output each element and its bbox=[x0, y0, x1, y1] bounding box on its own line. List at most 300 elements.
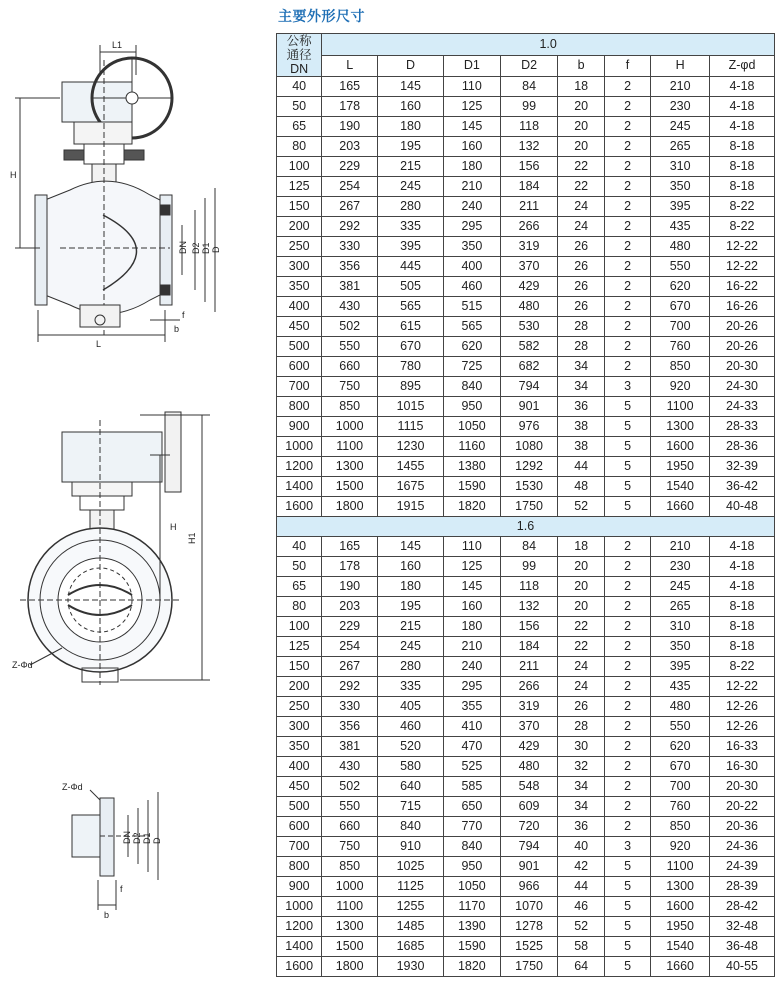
pressure-label: 1.0 bbox=[322, 34, 775, 56]
value-cell: 190 bbox=[322, 117, 378, 137]
value-cell: 335 bbox=[378, 677, 444, 697]
dn-cell: 100 bbox=[277, 157, 322, 177]
value-cell: 2 bbox=[604, 677, 650, 697]
value-cell: 195 bbox=[378, 597, 444, 617]
label-d: D bbox=[211, 246, 221, 253]
value-cell: 20 bbox=[558, 137, 604, 157]
value-cell: 310 bbox=[651, 157, 710, 177]
table-row bbox=[277, 837, 775, 857]
value-cell: 20 bbox=[558, 597, 604, 617]
value-cell: 184 bbox=[500, 637, 558, 657]
value-cell: 620 bbox=[651, 737, 710, 757]
value-cell: 530 bbox=[500, 317, 558, 337]
value-cell: 254 bbox=[322, 637, 378, 657]
value-cell: 770 bbox=[444, 817, 501, 837]
value-cell: 8-18 bbox=[710, 617, 775, 637]
value-cell: 1300 bbox=[322, 457, 378, 477]
value-cell: 794 bbox=[500, 377, 558, 397]
value-cell: 760 bbox=[651, 797, 710, 817]
value-cell: 794 bbox=[500, 837, 558, 857]
table-row bbox=[277, 257, 775, 277]
dn-cell: 1000 bbox=[277, 897, 322, 917]
value-cell: 3 bbox=[604, 837, 650, 857]
dn-header-line: 公称 bbox=[286, 34, 312, 48]
dn-cell: 250 bbox=[277, 237, 322, 257]
value-cell: 1300 bbox=[651, 417, 710, 437]
value-cell: 44 bbox=[558, 877, 604, 897]
value-cell: 2 bbox=[604, 797, 650, 817]
dn-cell: 450 bbox=[277, 317, 322, 337]
value-cell: 40-55 bbox=[710, 957, 775, 977]
value-cell: 3 bbox=[604, 377, 650, 397]
value-cell: 895 bbox=[378, 377, 444, 397]
dn-cell: 100 bbox=[277, 617, 322, 637]
value-cell: 245 bbox=[651, 117, 710, 137]
dn-cell: 800 bbox=[277, 857, 322, 877]
value-cell: 28-42 bbox=[710, 897, 775, 917]
value-cell: 1380 bbox=[444, 457, 501, 477]
value-cell: 266 bbox=[500, 677, 558, 697]
table-row bbox=[277, 937, 775, 957]
table-row bbox=[277, 197, 775, 217]
dn-cell: 1200 bbox=[277, 457, 322, 477]
value-cell: 5 bbox=[604, 397, 650, 417]
value-cell: 160 bbox=[378, 557, 444, 577]
value-cell: 1485 bbox=[378, 917, 444, 937]
value-cell: 1230 bbox=[378, 437, 444, 457]
value-cell: 580 bbox=[378, 757, 444, 777]
value-cell: 550 bbox=[651, 257, 710, 277]
dn-cell: 500 bbox=[277, 797, 322, 817]
value-cell: 195 bbox=[378, 137, 444, 157]
dn-cell: 1400 bbox=[277, 477, 322, 497]
value-cell: 295 bbox=[444, 677, 501, 697]
value-cell: 2 bbox=[604, 777, 650, 797]
value-cell: 910 bbox=[378, 837, 444, 857]
value-cell: 670 bbox=[651, 757, 710, 777]
value-cell: 44 bbox=[558, 457, 604, 477]
table-row bbox=[277, 637, 775, 657]
value-cell: 28-33 bbox=[710, 417, 775, 437]
value-cell: 190 bbox=[322, 577, 378, 597]
value-cell: 58 bbox=[558, 937, 604, 957]
label-l1: L1 bbox=[112, 40, 123, 50]
value-cell: 660 bbox=[322, 817, 378, 837]
table-row bbox=[277, 417, 775, 437]
dn-cell: 40 bbox=[277, 77, 322, 97]
value-cell: 2 bbox=[604, 297, 650, 317]
value-cell: 22 bbox=[558, 637, 604, 657]
value-cell: 240 bbox=[444, 197, 501, 217]
value-cell: 840 bbox=[444, 837, 501, 857]
value-cell: 850 bbox=[651, 817, 710, 837]
value-cell: 1685 bbox=[378, 937, 444, 957]
value-cell: 1590 bbox=[444, 937, 501, 957]
value-cell: 5 bbox=[604, 897, 650, 917]
label-d2: D2 bbox=[191, 242, 201, 254]
column-header-row bbox=[277, 55, 775, 77]
value-cell: 52 bbox=[558, 497, 604, 517]
value-cell: 550 bbox=[651, 717, 710, 737]
column-header: D1 bbox=[444, 55, 501, 77]
value-cell: 950 bbox=[444, 857, 501, 877]
dn-header-line: DN bbox=[290, 62, 309, 76]
value-cell: 2 bbox=[604, 577, 650, 597]
value-cell: 1820 bbox=[444, 497, 501, 517]
value-cell: 350 bbox=[651, 177, 710, 197]
value-cell: 12-22 bbox=[710, 677, 775, 697]
value-cell: 1000 bbox=[322, 417, 378, 437]
value-cell: 1025 bbox=[378, 857, 444, 877]
value-cell: 28 bbox=[558, 717, 604, 737]
dn-cell: 80 bbox=[277, 137, 322, 157]
value-cell: 700 bbox=[651, 317, 710, 337]
value-cell: 5 bbox=[604, 857, 650, 877]
value-cell: 1278 bbox=[500, 917, 558, 937]
value-cell: 620 bbox=[651, 277, 710, 297]
label-dn-bottom: DN bbox=[122, 831, 132, 844]
value-cell: 118 bbox=[500, 577, 558, 597]
dn-cell: 350 bbox=[277, 737, 322, 757]
value-cell: 210 bbox=[444, 177, 501, 197]
value-cell: 280 bbox=[378, 197, 444, 217]
value-cell: 110 bbox=[444, 537, 501, 557]
value-cell: 20-26 bbox=[710, 337, 775, 357]
value-cell: 178 bbox=[322, 557, 378, 577]
value-cell: 660 bbox=[322, 357, 378, 377]
table-row bbox=[277, 537, 775, 557]
value-cell: 28 bbox=[558, 337, 604, 357]
value-cell: 165 bbox=[322, 77, 378, 97]
value-cell: 211 bbox=[500, 197, 558, 217]
value-cell: 2 bbox=[604, 757, 650, 777]
value-cell: 254 bbox=[322, 177, 378, 197]
value-cell: 180 bbox=[378, 117, 444, 137]
value-cell: 715 bbox=[378, 797, 444, 817]
value-cell: 20-30 bbox=[710, 777, 775, 797]
label-l: L bbox=[96, 339, 102, 349]
pressure-row bbox=[277, 34, 775, 56]
value-cell: 2 bbox=[604, 197, 650, 217]
value-cell: 2 bbox=[604, 817, 650, 837]
value-cell: 720 bbox=[500, 817, 558, 837]
table-row bbox=[277, 577, 775, 597]
dn-cell: 1200 bbox=[277, 917, 322, 937]
label-d1: D1 bbox=[201, 242, 211, 254]
value-cell: 18 bbox=[558, 77, 604, 97]
value-cell: 2 bbox=[604, 557, 650, 577]
value-cell: 145 bbox=[378, 537, 444, 557]
table-row bbox=[277, 737, 775, 757]
value-cell: 2 bbox=[604, 317, 650, 337]
table-body bbox=[277, 34, 775, 977]
dn-cell: 700 bbox=[277, 837, 322, 857]
value-cell: 470 bbox=[444, 737, 501, 757]
value-cell: 16-30 bbox=[710, 757, 775, 777]
value-cell: 1100 bbox=[651, 857, 710, 877]
value-cell: 8-18 bbox=[710, 177, 775, 197]
table-row bbox=[277, 777, 775, 797]
value-cell: 1500 bbox=[322, 937, 378, 957]
value-cell: 8-22 bbox=[710, 197, 775, 217]
value-cell: 2 bbox=[604, 257, 650, 277]
value-cell: 245 bbox=[378, 177, 444, 197]
dn-cell: 250 bbox=[277, 697, 322, 717]
value-cell: 2 bbox=[604, 97, 650, 117]
value-cell: 32-39 bbox=[710, 457, 775, 477]
value-cell: 2 bbox=[604, 537, 650, 557]
table-row bbox=[277, 957, 775, 977]
value-cell: 34 bbox=[558, 797, 604, 817]
value-cell: 480 bbox=[500, 297, 558, 317]
value-cell: 430 bbox=[322, 297, 378, 317]
value-cell: 429 bbox=[500, 277, 558, 297]
value-cell: 178 bbox=[322, 97, 378, 117]
value-cell: 210 bbox=[651, 77, 710, 97]
label-d2-bottom: D2 bbox=[132, 832, 142, 844]
value-cell: 12-22 bbox=[710, 237, 775, 257]
table-row bbox=[277, 657, 775, 677]
value-cell: 395 bbox=[378, 237, 444, 257]
value-cell: 5 bbox=[604, 497, 650, 517]
value-cell: 16-26 bbox=[710, 297, 775, 317]
page-title: 主要外形尺寸 bbox=[278, 9, 365, 25]
value-cell: 840 bbox=[378, 817, 444, 837]
dn-cell: 900 bbox=[277, 417, 322, 437]
value-cell: 550 bbox=[322, 797, 378, 817]
value-cell: 145 bbox=[444, 117, 501, 137]
table-row bbox=[277, 857, 775, 877]
value-cell: 266 bbox=[500, 217, 558, 237]
value-cell: 8-18 bbox=[710, 137, 775, 157]
table-row bbox=[277, 477, 775, 497]
value-cell: 620 bbox=[444, 337, 501, 357]
value-cell: 210 bbox=[444, 637, 501, 657]
value-cell: 145 bbox=[444, 577, 501, 597]
value-cell: 480 bbox=[500, 757, 558, 777]
value-cell: 850 bbox=[651, 357, 710, 377]
table-row bbox=[277, 897, 775, 917]
value-cell: 180 bbox=[444, 157, 501, 177]
value-cell: 460 bbox=[444, 277, 501, 297]
value-cell: 1800 bbox=[322, 497, 378, 517]
value-cell: 1750 bbox=[500, 957, 558, 977]
dn-cell: 1600 bbox=[277, 957, 322, 977]
value-cell: 24-39 bbox=[710, 857, 775, 877]
value-cell: 24-33 bbox=[710, 397, 775, 417]
value-cell: 26 bbox=[558, 237, 604, 257]
table-row bbox=[277, 217, 775, 237]
value-cell: 355 bbox=[444, 697, 501, 717]
value-cell: 615 bbox=[378, 317, 444, 337]
label-h-mid: H bbox=[170, 522, 177, 532]
top-valve-drawing bbox=[15, 45, 215, 342]
value-cell: 502 bbox=[322, 317, 378, 337]
table-row bbox=[277, 817, 775, 837]
column-header: D2 bbox=[500, 55, 558, 77]
value-cell: 160 bbox=[444, 597, 501, 617]
value-cell: 28 bbox=[558, 317, 604, 337]
value-cell: 682 bbox=[500, 357, 558, 377]
value-cell: 2 bbox=[604, 617, 650, 637]
value-cell: 1800 bbox=[322, 957, 378, 977]
value-cell: 1455 bbox=[378, 457, 444, 477]
value-cell: 319 bbox=[500, 697, 558, 717]
table-row bbox=[277, 397, 775, 417]
value-cell: 184 bbox=[500, 177, 558, 197]
dn-cell: 125 bbox=[277, 177, 322, 197]
value-cell: 1540 bbox=[651, 937, 710, 957]
value-cell: 2 bbox=[604, 737, 650, 757]
value-cell: 8-18 bbox=[710, 637, 775, 657]
value-cell: 215 bbox=[378, 617, 444, 637]
value-cell: 5 bbox=[604, 917, 650, 937]
value-cell: 280 bbox=[378, 657, 444, 677]
value-cell: 40-48 bbox=[710, 497, 775, 517]
table-row bbox=[277, 497, 775, 517]
value-cell: 4-18 bbox=[710, 77, 775, 97]
label-b: b bbox=[174, 324, 180, 334]
value-cell: 99 bbox=[500, 557, 558, 577]
value-cell: 48 bbox=[558, 477, 604, 497]
value-cell: 229 bbox=[322, 157, 378, 177]
value-cell: 8-18 bbox=[710, 157, 775, 177]
value-cell: 2 bbox=[604, 217, 650, 237]
value-cell: 16-33 bbox=[710, 737, 775, 757]
value-cell: 42 bbox=[558, 857, 604, 877]
value-cell: 2 bbox=[604, 337, 650, 357]
value-cell: 5 bbox=[604, 437, 650, 457]
value-cell: 1750 bbox=[500, 497, 558, 517]
label-f-bottom: f bbox=[120, 884, 123, 894]
value-cell: 8-22 bbox=[710, 657, 775, 677]
value-cell: 2 bbox=[604, 657, 650, 677]
label-d1-bottom: D1 bbox=[142, 832, 152, 844]
table-row bbox=[277, 437, 775, 457]
value-cell: 750 bbox=[322, 377, 378, 397]
dn-cell: 300 bbox=[277, 717, 322, 737]
value-cell: 920 bbox=[651, 837, 710, 857]
value-cell: 2 bbox=[604, 237, 650, 257]
value-cell: 38 bbox=[558, 417, 604, 437]
value-cell: 350 bbox=[444, 237, 501, 257]
value-cell: 670 bbox=[378, 337, 444, 357]
table-row bbox=[277, 377, 775, 397]
value-cell: 145 bbox=[378, 77, 444, 97]
value-cell: 16-22 bbox=[710, 277, 775, 297]
value-cell: 245 bbox=[378, 637, 444, 657]
value-cell: 24 bbox=[558, 677, 604, 697]
value-cell: 4-18 bbox=[710, 577, 775, 597]
value-cell: 265 bbox=[651, 137, 710, 157]
value-cell: 36-48 bbox=[710, 937, 775, 957]
value-cell: 350 bbox=[651, 637, 710, 657]
value-cell: 5 bbox=[604, 957, 650, 977]
value-cell: 1100 bbox=[322, 437, 378, 457]
dn-cell: 65 bbox=[277, 117, 322, 137]
value-cell: 2 bbox=[604, 137, 650, 157]
value-cell: 2 bbox=[604, 357, 650, 377]
value-cell: 548 bbox=[500, 777, 558, 797]
value-cell: 12-26 bbox=[710, 717, 775, 737]
value-cell: 430 bbox=[322, 757, 378, 777]
table-row bbox=[277, 137, 775, 157]
value-cell: 520 bbox=[378, 737, 444, 757]
value-cell: 22 bbox=[558, 157, 604, 177]
dn-cell: 200 bbox=[277, 217, 322, 237]
value-cell: 1930 bbox=[378, 957, 444, 977]
value-cell: 1125 bbox=[378, 877, 444, 897]
table-row bbox=[277, 877, 775, 897]
value-cell: 84 bbox=[500, 537, 558, 557]
value-cell: 381 bbox=[322, 277, 378, 297]
value-cell: 5 bbox=[604, 457, 650, 477]
label-b-bottom: b bbox=[104, 910, 110, 920]
value-cell: 34 bbox=[558, 377, 604, 397]
value-cell: 670 bbox=[651, 297, 710, 317]
value-cell: 46 bbox=[558, 897, 604, 917]
value-cell: 26 bbox=[558, 297, 604, 317]
value-cell: 36 bbox=[558, 397, 604, 417]
value-cell: 640 bbox=[378, 777, 444, 797]
table-row bbox=[277, 697, 775, 717]
value-cell: 215 bbox=[378, 157, 444, 177]
label-dn: DN bbox=[178, 241, 188, 254]
value-cell: 565 bbox=[378, 297, 444, 317]
dn-cell: 150 bbox=[277, 197, 322, 217]
dn-cell: 800 bbox=[277, 397, 322, 417]
label-f: f bbox=[182, 310, 185, 320]
table-row bbox=[277, 597, 775, 617]
dn-cell: 400 bbox=[277, 297, 322, 317]
value-cell: 2 bbox=[604, 637, 650, 657]
value-cell: 356 bbox=[322, 717, 378, 737]
label-zd-mid: Z-Φd bbox=[12, 660, 33, 670]
value-cell: 1000 bbox=[322, 877, 378, 897]
value-cell: 700 bbox=[651, 777, 710, 797]
table-row bbox=[277, 177, 775, 197]
value-cell: 180 bbox=[444, 617, 501, 637]
value-cell: 950 bbox=[444, 397, 501, 417]
value-cell: 203 bbox=[322, 137, 378, 157]
bottom-flange-drawing bbox=[72, 790, 158, 910]
table-row bbox=[277, 617, 775, 637]
table-row bbox=[277, 277, 775, 297]
label-zd-bottom: Z-Φd bbox=[62, 782, 83, 792]
table-row bbox=[277, 317, 775, 337]
label-h: H bbox=[10, 170, 17, 180]
value-cell: 20-36 bbox=[710, 817, 775, 837]
value-cell: 32 bbox=[558, 757, 604, 777]
dn-cell: 500 bbox=[277, 337, 322, 357]
value-cell: 230 bbox=[651, 97, 710, 117]
value-cell: 125 bbox=[444, 557, 501, 577]
value-cell: 84 bbox=[500, 77, 558, 97]
value-cell: 110 bbox=[444, 77, 501, 97]
label-h1: H1 bbox=[187, 532, 197, 544]
dn-cell: 700 bbox=[277, 377, 322, 397]
value-cell: 20-26 bbox=[710, 317, 775, 337]
value-cell: 2 bbox=[604, 157, 650, 177]
value-cell: 1015 bbox=[378, 397, 444, 417]
value-cell: 20 bbox=[558, 117, 604, 137]
table-row bbox=[277, 797, 775, 817]
table-row bbox=[277, 97, 775, 117]
column-header: L bbox=[322, 55, 378, 77]
value-cell: 267 bbox=[322, 197, 378, 217]
value-cell: 118 bbox=[500, 117, 558, 137]
dn-cell: 400 bbox=[277, 757, 322, 777]
